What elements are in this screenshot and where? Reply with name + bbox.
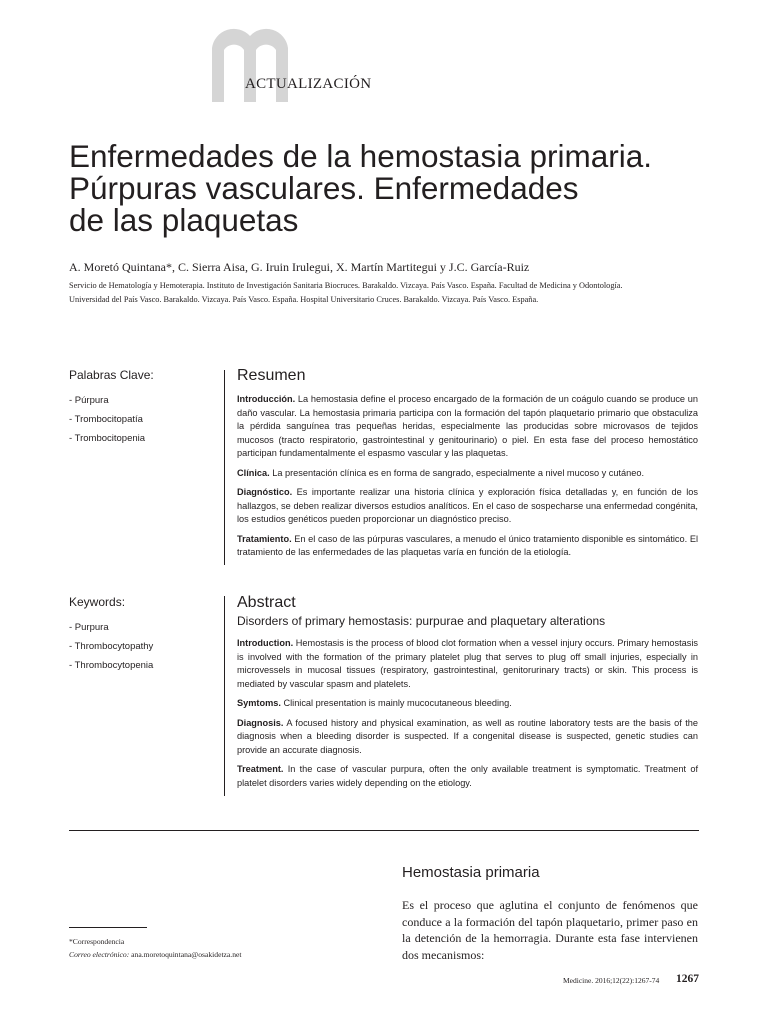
keywords-en-list [69,621,219,672]
paragraph-label: Diagnosis. [237,717,284,728]
resumen-divider [224,370,225,565]
title-line: de las plaquetas [69,202,299,238]
abstract-heading: Abstract [237,594,296,611]
resumen-section [237,367,698,566]
resumen-heading: Resumen [237,367,306,384]
paragraph-label: Symtoms. [237,698,281,708]
title-line: Enfermedades de la hemostasia primaria. [69,138,653,174]
paragraph-text: Es importante realizar una historia clínica y exploración física detalladas y, en función de los hallazgos, se deben realizar diversos estudios analíticos. En el caso de sospecharse una enfermedad congénita, los estudios genéticos pueden proporcionar un diagnóstico preciso. [237,487,698,524]
correspondence-email [69,950,241,959]
keyword-item: - Trombocitopenia [69,433,146,444]
affiliation-line: Universidad del País Vasco. Barakaldo. Vizcaya. País Vasco. España. Hospital Universitario Cruces. Barakaldo. Vizcaya. País Vasco. España. [69,295,539,304]
section-divider [69,830,699,831]
abstract-paragraph [237,717,698,758]
title-line: Púrpuras vasculares. Enfermedades [69,170,579,206]
abstract-paragraph [237,697,698,711]
paragraph-label: Introducción. [237,394,296,404]
keyword-item: - Púrpura [69,395,109,406]
paragraph-text: Hemostasis is the process of blood clot formation when a vessel injury occurs. Primary hemostasis is involved with the formation of the primary platelet plug that serves to plug off small injuries, especially in microvessels in mucosal tissues (respiratory, gastrointestinal, genitorurinary tracts) or skin. This process is mediated by vascular spasm and platelets. [237,638,698,689]
abstract-divider [224,596,225,796]
article-title [69,140,709,236]
paragraph-text: La hemostasia define el proceso encargado de la formación de un coágulo cuando se produce un daño vascular. La hemostasia primaria participa con la formación del tapón plaquetario primario que obstaculiza la pérdida sanguínea tras pequeñas heridas, especialmente las producidas sobre microvasos de tejidos mucosos (tracto respiratorio, gastrointestinal y genitourinario) o piel. En esta fase del proceso hemostático participan fundamentalmente el espasmo vascular y las plaquetas. [237,394,698,458]
paragraph-text: Clinical presentation is mainly mucocutaneous bleeding. [280,698,512,708]
keywords-en [69,595,219,678]
resumen-paragraph [237,486,698,527]
paragraph-label: Clínica. [237,467,270,478]
affiliation-line: Servicio de Hematología y Hemoterapia. Instituto de Investigación Sanitaria Biocruces. Barakaldo. Vizcaya. País Vasco. España. Facultad de Medicina y Odontología. [69,281,623,290]
abstract-paragraph [237,637,698,691]
correspondence-note: *Correspondencia [69,937,125,946]
body-paragraph: Es el proceso que aglutina el conjunto de fenómenos que conduce a la formación del tapón plaquetario, primer paso en la detención de la hemorragia. Durante esta fase intervienen dos mecanismos: [402,898,698,962]
paragraph-label: Tratamiento. [237,533,292,544]
abstract-section [237,594,698,796]
keywords-es-heading: Palabras Clave: [69,368,154,382]
abstract-subtitle: Disorders of primary hemostasis: purpurae and plaquetary alterations [237,614,606,628]
resumen-paragraph [237,467,698,481]
paragraph-label: Diagnóstico. [237,487,293,497]
keywords-en-heading: Keywords: [69,595,126,609]
footnote-rule [69,927,147,928]
keywords-es-list [69,394,219,445]
paragraph-text: In the case of vascular purpura, often the only available treatment is symptomatic. Treatment of platelet disorders varies widely depending on the etiology. [237,764,698,788]
abstract-paragraph [237,763,698,790]
keyword-item: - Purpura [69,622,109,633]
keyword-item: - Thrombocytopathy [69,641,154,652]
affiliation [69,279,709,307]
journal-citation: Medicine. 2016;12(22):1267-74 [563,976,660,985]
section-label: ACTUALIZACIÓN [245,76,372,92]
resumen-paragraph [237,533,698,560]
keywords-es [69,368,219,451]
resumen-paragraph [237,393,698,461]
page-number: 1267 [676,973,699,985]
paragraph-text: A focused history and physical examination, as well as routine laboratory tests are the basis of the diagnosis when a bleeding disorder is suspected. If a congenital disease is suspected, genetic studies can provide an accurate diagnosis. [237,717,698,755]
paragraph-text: En el caso de las púrpuras vasculares, a menudo el único tratamiento disponible es sintomático. El tratamiento de las enfermedades de las plaquetas varía en función de la etiología. [237,533,698,557]
keyword-item: - Trombocitopatía [69,414,143,425]
paragraph-label: Introduction. [237,638,294,648]
body-heading: Hemostasia primaria [402,864,540,881]
keyword-item: - Thrombocytopenia [69,660,154,671]
paragraph-text: La presentación clínica es en forma de sangrado, especialmente a nivel mucoso y cutáneo. [269,467,645,478]
paragraph-label: Treatment. [237,764,284,774]
email-label: Correo electrónico: [69,950,130,959]
email-address: ana.moretoquintana@osakidetza.net [131,950,242,959]
authors: A. Moretó Quintana*, C. Sierra Aisa, G. Iruin Irulegui, X. Martín Martitegui y J.C. García-Ruiz [69,260,530,274]
